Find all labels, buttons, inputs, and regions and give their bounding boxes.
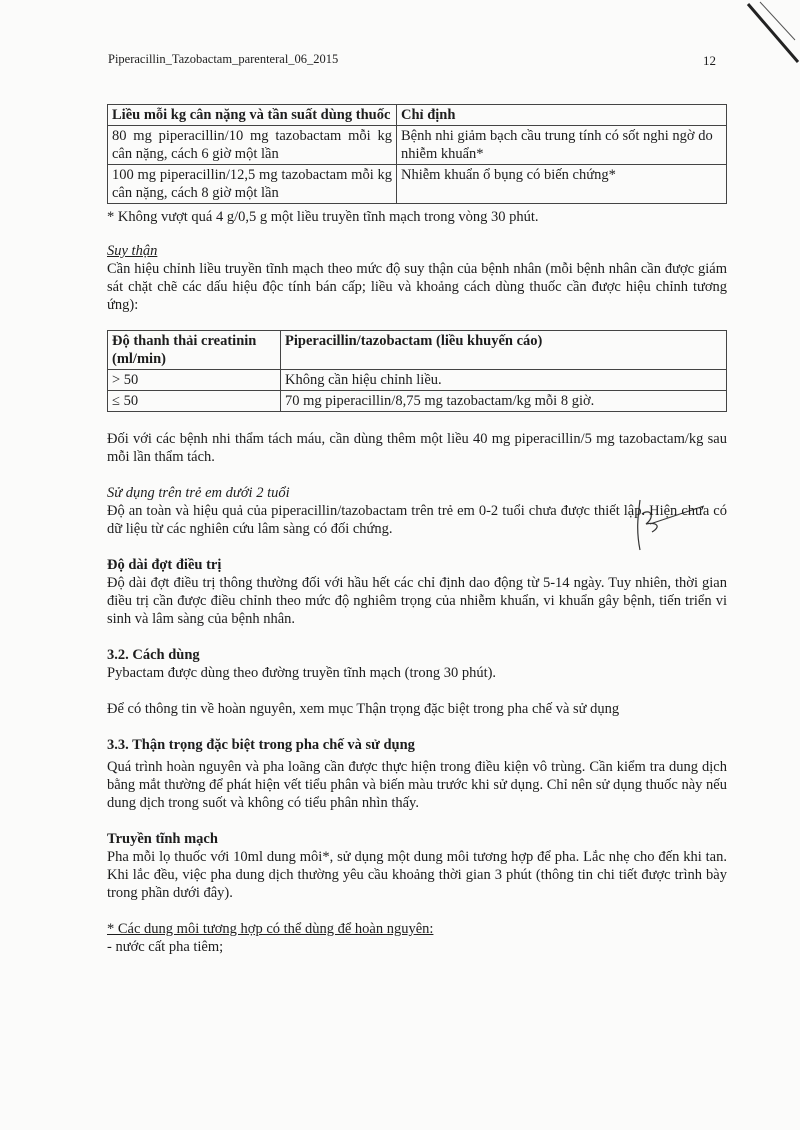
table-row [108,126,727,165]
section-heading-precautions: 3.3. Thận trọng đặc biệt trong pha chế và sử dụng [107,737,415,753]
table-header-row [108,105,727,126]
section-heading-duration: Độ dài đợt điều trị [107,557,222,573]
usage-text: Pybactam được dùng theo đường truyền tĩnh mạch (trong 30 phút). [107,665,497,681]
section-heading-under2: Sử dụng trên trẻ em dưới 2 tuổi [107,485,290,501]
section-heading-iv: Truyền tĩnh mạch [107,831,218,847]
document-name: Piperacillin_Tazobactam_parenteral_06_2015 [108,52,339,66]
table-cell: ≤ 50 [108,391,281,412]
table-header-row [108,331,727,370]
table-header-cell: Piperacillin/tazobactam (liều khuyến cáo) [281,331,727,370]
section-heading-renal: Suy thận [107,243,158,259]
table-cell: Không cần hiệu chỉnh liều. [281,370,727,391]
table-header-cell: Liều mỗi kg cân nặng và tần suất dùng thuốc [108,105,397,126]
table-cell: 80 mg piperacillin/10 mg tazobactam mỗi kg cân nặng, cách 6 giờ một lần [108,126,397,165]
iv-text: Pha mỗi lọ thuốc với 10ml dung môi*, sử dụng một dung môi tương hợp để pha. Lắc nhẹ cho đến khi tan. Khi lắc đều, việc pha dung dịch thường yêu cầu khoảng thời gian 3 phút (thông tin chi tiết được trình bày trong phần dưới đây). [107,849,727,901]
solvent-item: - nước cất pha tiêm; [107,939,224,955]
duration-text: Độ dài đợt điều trị thông thường đối với hầu hết các chỉ định dao động từ 5-14 ngày. Tuy nhiên, thời gian điều trị cần được điều chỉnh theo mức độ nghiêm trọng của nhiễm khuẩn, vi khuẩn gây bệnh, tiến triển vi sinh và lâm sàng của bệnh nhân. [107,575,727,627]
usage-reference-text: Để có thông tin về hoàn nguyên, xem mục Thận trọng đặc biệt trong pha chế và sử dụng [107,701,620,717]
table-header-cell: Độ thanh thải creatinin (ml/min) [108,331,281,370]
page-content [107,104,727,956]
dialysis-text: Đối với các bệnh nhi thẩm tách máu, cần dùng thêm một liều 40 mg piperacillin/5 mg tazobactam/kg sau mỗi lần thẩm tách. [107,431,727,465]
table-cell: Bệnh nhi giảm bạch cầu trung tính có sốt nghi ngờ do nhiễm khuẩn* [397,126,727,165]
table-header-cell: Chỉ định [397,105,727,126]
table-cell: > 50 [108,370,281,391]
table-row [108,165,727,204]
page-header [108,50,716,68]
renal-dosage-table [107,330,727,412]
table-cell: 100 mg piperacillin/12,5 mg tazobactam mỗi kg cân nặng, cách 8 giờ một lần [108,165,397,204]
under2-text: Độ an toàn và hiệu quả của piperacillin/tazobactam trên trẻ em 0-2 tuổi chưa được thiết lập. Hiện chưa có dữ liệu từ các nghiên cứu lâm sàng có đối chứng. [107,503,727,537]
table-footnote: * Không vượt quá 4 g/0,5 g một liều truyền tĩnh mạch trong vòng 30 phút. [107,209,539,225]
table-row [108,391,727,412]
dosage-table [107,104,727,204]
table-cell: Nhiễm khuẩn ổ bụng có biến chứng* [397,165,727,204]
page-number: 12 [703,53,716,68]
section-heading-usage: 3.2. Cách dùng [107,647,200,663]
precautions-text: Quá trình hoàn nguyên và pha loãng cần được thực hiện trong điều kiện vô trùng. Cần kiểm tra dung dịch bằng mắt thường để phát hiện vết tiểu phân và biến màu trước khi sử dụng. Chỉ nên sử dụng thuốc này nếu dung dịch trong suốt và không có tiểu phân nhìn thấy. [107,759,727,811]
table-cell: 70 mg piperacillin/8,75 mg tazobactam/kg mỗi 8 giờ. [281,391,727,412]
scan-corner-mark [740,0,800,70]
renal-text: Cần hiệu chỉnh liều truyền tĩnh mạch theo mức độ suy thận của bệnh nhân (mỗi bệnh nhân cần được giám sát chặt chẽ các dấu hiệu độc tính bán cấp; liều và khoảng cách dùng thuốc cần được hiệu chỉnh tương ứng): [107,261,727,313]
solvents-heading: * Các dung môi tương hợp có thể dùng để hoàn nguyên: [107,921,434,937]
table-row [108,370,727,391]
